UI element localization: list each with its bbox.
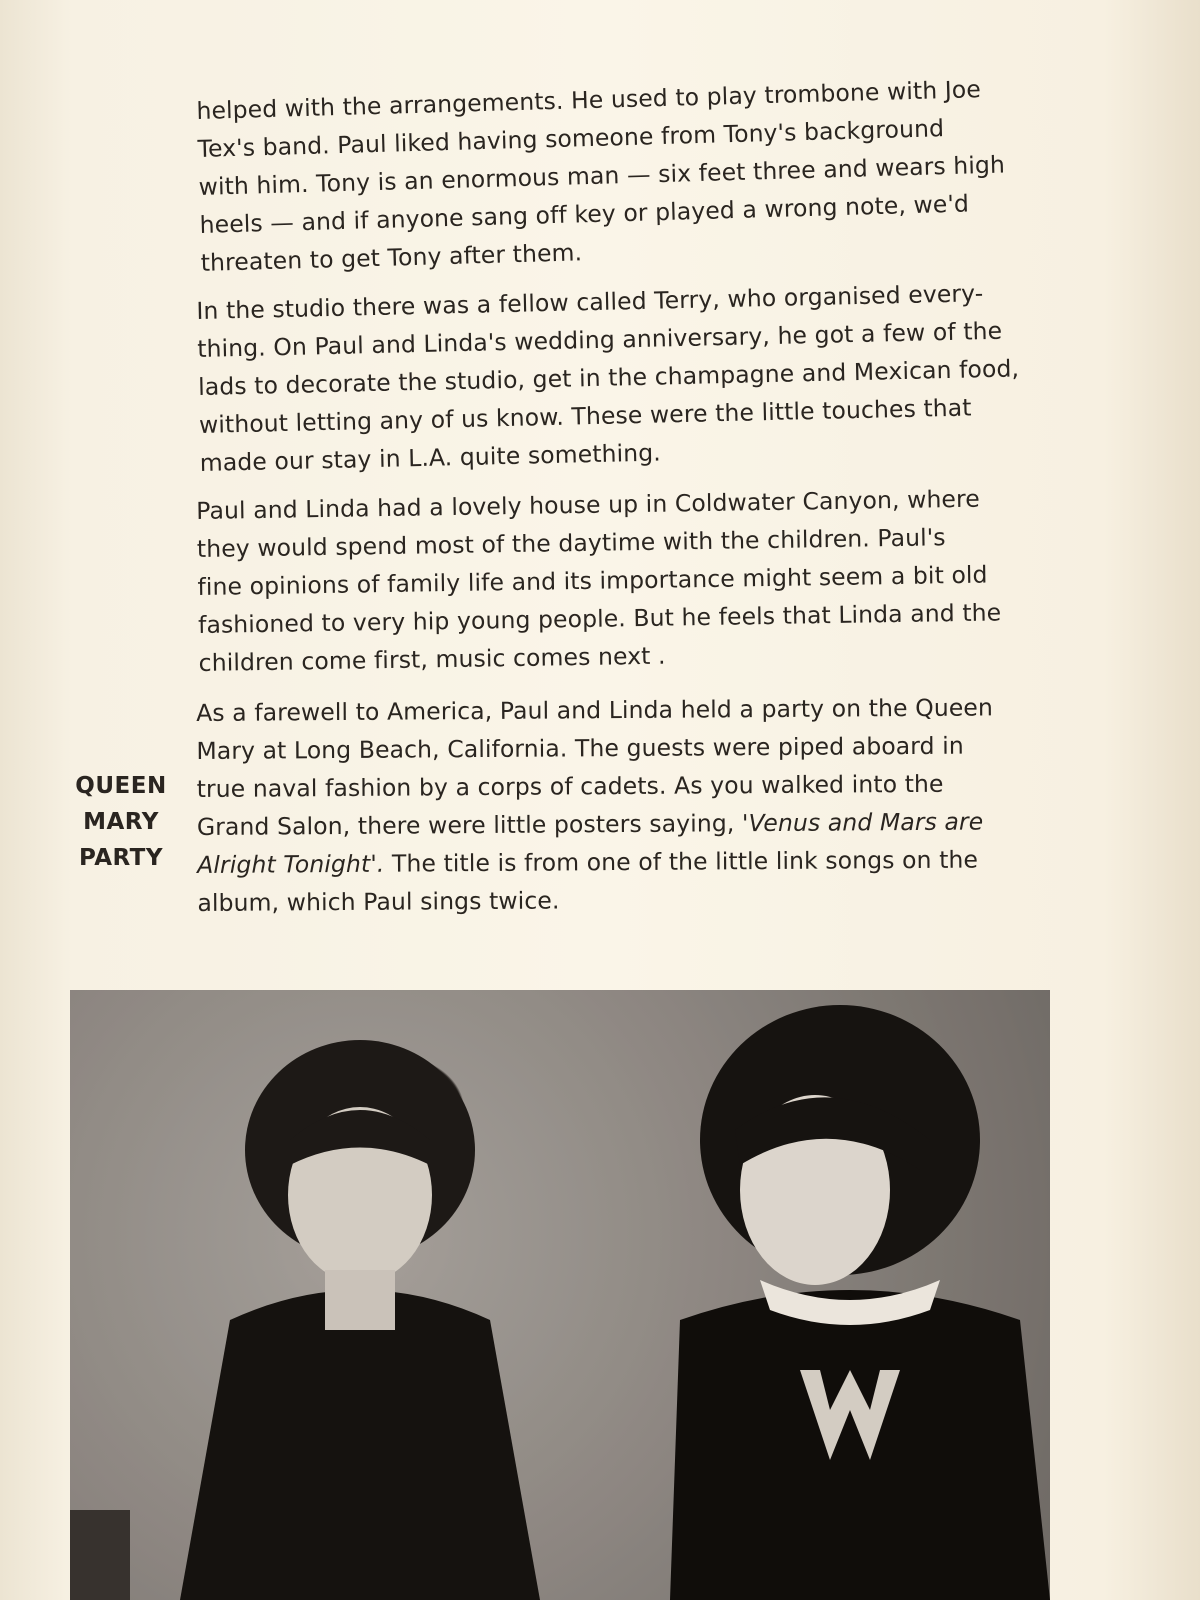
paragraph-3 <box>196 478 1059 681</box>
paragraph-2 <box>196 272 1060 481</box>
text-line: with him. Tony is an enormous man — six feet three and wears high <box>198 150 1006 201</box>
text-line: without letting any of us know. These were the little touches that <box>198 393 972 439</box>
text-line: fashioned to very hip young people. But he feels that Linda and the <box>197 598 1002 639</box>
paragraph-1 <box>196 68 1061 282</box>
poster-quote-end: Alright Tonight'. <box>197 849 385 879</box>
side-heading-line: QUEEN <box>75 773 167 799</box>
poster-quote-start: 'Venus and Mars are <box>741 807 984 838</box>
text-line: thing. On Paul and Linda's wedding anniversary, he got a few of the <box>196 316 1003 363</box>
text-run: Grand Salon, there were little posters saying, <box>196 809 735 841</box>
text-line: Paul and Linda had a lovely house up in Coldwater Canyon, where <box>196 484 981 525</box>
text-line: In the studio there was a fellow called Terry, who organised every- <box>196 279 984 325</box>
text-line: children come first, music comes next . <box>198 641 666 677</box>
text-line: threaten to get Tony after them. <box>200 238 583 277</box>
paragraph-4 <box>196 688 1058 922</box>
text-line: helped with the arrangements. He used to play trombone with Joe <box>196 75 982 125</box>
text-line <box>197 840 1057 884</box>
side-heading-line: MARY <box>83 809 159 835</box>
black-and-white-photo <box>70 990 1050 1600</box>
photo-illustration <box>70 990 1050 1600</box>
text-line: As a farewell to America, Paul and Linda held a party on the Queen <box>196 693 993 727</box>
text-line: fine opinions of family life and its importance might seem a bit old <box>197 560 988 601</box>
article-body <box>196 75 1056 932</box>
text-line: Mary at Long Beach, California. The guests were piped aboard in <box>196 731 964 765</box>
text-line: they would spend most of the daytime with the children. Paul's <box>196 523 946 563</box>
text-line: Tex's band. Paul liked having someone from Tony's background <box>197 114 945 163</box>
text-line: album, which Paul sings twice. <box>197 886 560 917</box>
text-line: lads to decorate the studio, get in the champagne and Mexican food, <box>197 354 1020 401</box>
side-heading-line: PARTY <box>78 845 164 871</box>
side-heading <box>66 768 176 876</box>
text-line: true naval fashion by a corps of cadets. As you walked into the <box>196 769 944 803</box>
text-run: The title is from one of the little link songs on the <box>384 845 979 878</box>
text-line <box>197 802 1057 846</box>
text-line: heels — and if anyone sang off key or played a wrong note, we'd <box>199 189 970 239</box>
text-line: made our stay in L.A. quite something. <box>199 438 662 477</box>
